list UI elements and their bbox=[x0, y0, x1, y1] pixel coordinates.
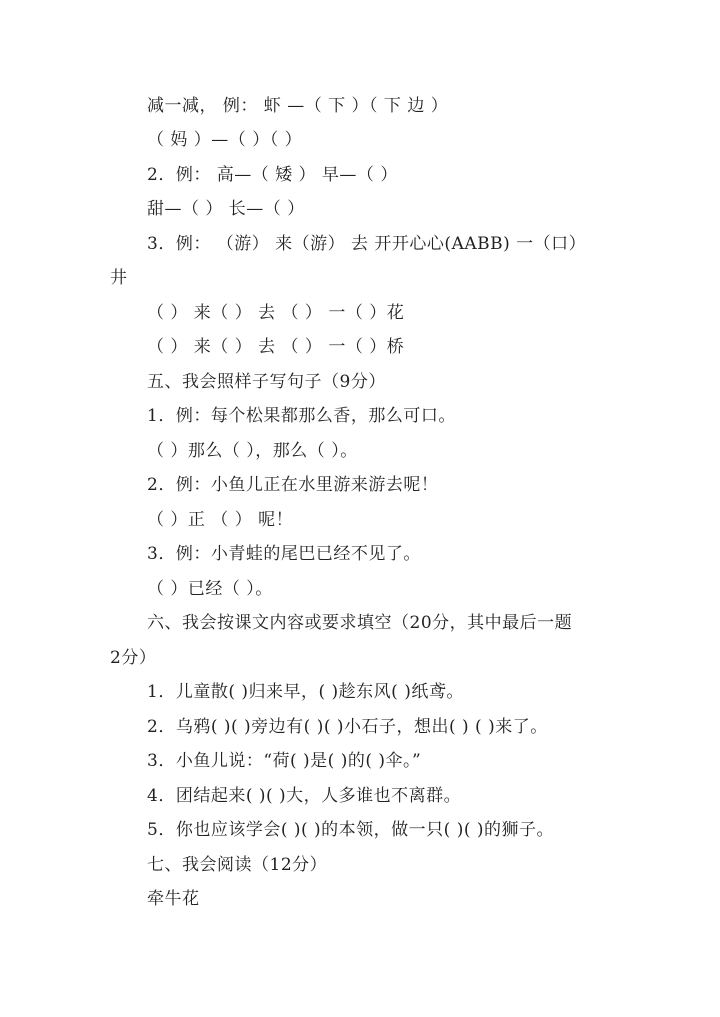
fill-item-5: 5．你也应该学会( )( )的本领，做一只( )( )的狮子。 bbox=[147, 820, 554, 840]
sentence-blank-1: （ ）那么（ ），那么（ ）。 bbox=[147, 441, 358, 461]
reading-title: 牵牛花 bbox=[147, 889, 200, 909]
exercise-line-word-blank-1: （ ） 来（ ） 去 （ ） 一（ ）花 bbox=[147, 303, 405, 323]
exercise-line-word-example: 3．例： （游） 来（游） 去 开开心心(AABB) 一（口） bbox=[147, 234, 587, 254]
fill-item-3: 3．小鱼儿说：“荷( )是( )的( )伞。” bbox=[147, 751, 422, 771]
sentence-blank-2: （ ）正 （ ） 呢！ bbox=[147, 510, 294, 530]
fill-item-4: 4．团结起来( )( )大，人多谁也不离群。 bbox=[147, 786, 462, 806]
exercise-line-subtract-blank: （ 妈 ）—（ ）（ ） bbox=[147, 130, 303, 150]
exercise-line-antonym-blank: 甜—（ ） 长—（ ） bbox=[147, 199, 305, 219]
exercise-line-antonym-example: 2．例： 高—（ 矮 ） 早—（ ） bbox=[147, 165, 398, 185]
section-heading-6-cont: 2分） bbox=[110, 648, 157, 668]
section-heading-6: 六、我会按课文内容或要求填空（20分，其中最后一题 bbox=[147, 613, 573, 633]
section-heading-7: 七、我会阅读（12分） bbox=[147, 855, 328, 875]
sentence-blank-3: （ ）已经（ ）。 bbox=[147, 579, 273, 599]
fill-item-1: 1．儿童散( )归来早，( )趁东风( )纸鸢。 bbox=[147, 682, 464, 702]
exercise-line-word-example-cont: 井 bbox=[110, 268, 128, 288]
exercise-line-word-blank-2: （ ） 来（ ） 去 （ ） 一（ ）桥 bbox=[147, 337, 405, 357]
sentence-example-3: 3．例：小青蛙的尾巴已经不见了。 bbox=[147, 544, 421, 564]
fill-item-2: 2．乌鸦( )( )旁边有( )( )小石子，想出( ) ( )来了。 bbox=[147, 717, 548, 737]
section-heading-5: 五、我会照样子写句子（9分） bbox=[147, 372, 386, 392]
sentence-example-2: 2．例：小鱼儿正在水里游来游去呢！ bbox=[147, 475, 439, 495]
exercise-line-subtract-example: 减一减， 例： 虾 —（ 下 ）（ 下 边 ） bbox=[147, 96, 449, 116]
sentence-example-1: 1．例：每个松果都那么香，那么可口。 bbox=[147, 406, 456, 426]
